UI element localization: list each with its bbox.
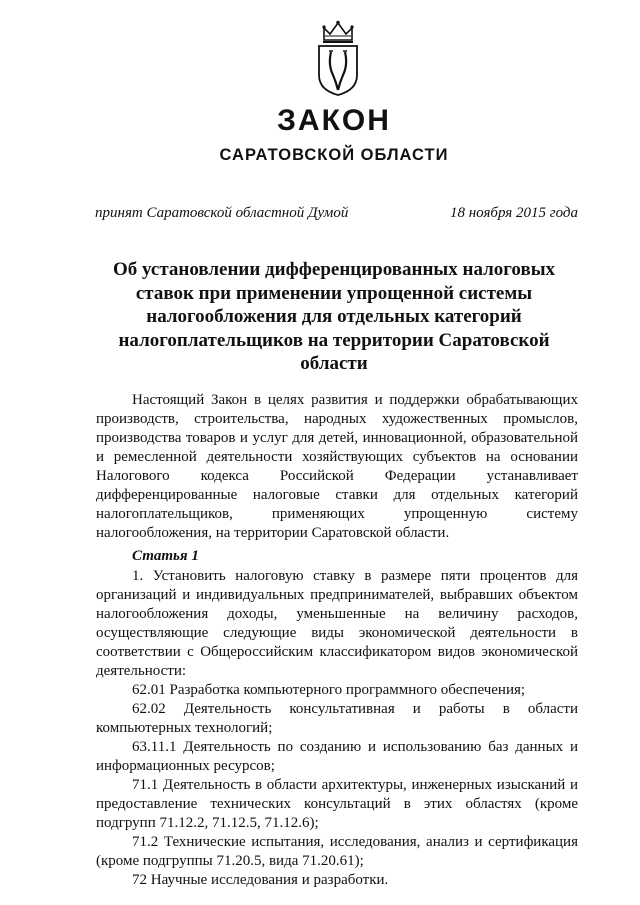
article-paragraph: 62.02 Деятельность консультативная и работы в области компьютерных технологий; [96, 701, 578, 736]
region-label: САРАТОВСКОЙ ОБЛАСТИ [219, 146, 449, 164]
article-heading: Статья 1 [132, 548, 199, 564]
adopted-date: 18 ноября 2015 года [449, 205, 578, 221]
intro-section [96, 391, 578, 543]
document-title: Об установлении дифференцированных налоговых ставок при применении упрощенной системы налогообложения для отдельных категорий налогоплательщиков на территории Саратовской области [112, 259, 556, 374]
law-label: ЗАКОН [277, 104, 391, 137]
article-body [96, 567, 578, 890]
article-paragraph: 71.1 Деятельность в области архитектуры, инженерных изысканий и предоставление технических консультаций в этих областях (кроме подгрупп 71.12.2, 71.12.5, 71.12.6); [96, 777, 578, 831]
article-paragraph: 1. Установить налоговую ставку в размере пяти процентов для организаций и индивидуальных предпринимателей, выбравших объектом налогообложения доходы, уменьшенные на величину расходов, осуществляющие следующие виды экономической деятельности в соответствии с Общероссийским классификатором видов экономической деятельности: [96, 568, 578, 679]
adopted-by: принят Саратовской областной Думой [95, 205, 349, 221]
article-paragraph: 63.11.1 Деятельность по созданию и использованию баз данных и информационных ресурсов; [96, 739, 578, 774]
intro-paragraph: Настоящий Закон в целях развития и поддержки обрабатывающих производств, строительства, народных художественных промыслов, производства товаров и услуг для детей, инновационной, образовательной и ремесленной деятельности хозяйствующих субъектов на основании Налогового кодекса Российской Федерации устанавливает дифференцированные налоговые ставки для отдельных категорий налогоплательщиков, применяющих упрощенную систему налогообложения, на территории Саратовской области. [96, 392, 578, 541]
adoption-line [95, 205, 578, 222]
article-paragraph: 71.2 Технические испытания, исследования, анализ и сертификация (кроме подгруппы 71.20.5, вида 71.20.61); [96, 834, 578, 869]
coat-of-arms-icon [315, 20, 361, 96]
article-paragraph: 72 Научные исследования и разработки. [132, 872, 389, 888]
article-paragraph: 62.01 Разработка компьютерного программного обеспечения; [132, 682, 526, 698]
